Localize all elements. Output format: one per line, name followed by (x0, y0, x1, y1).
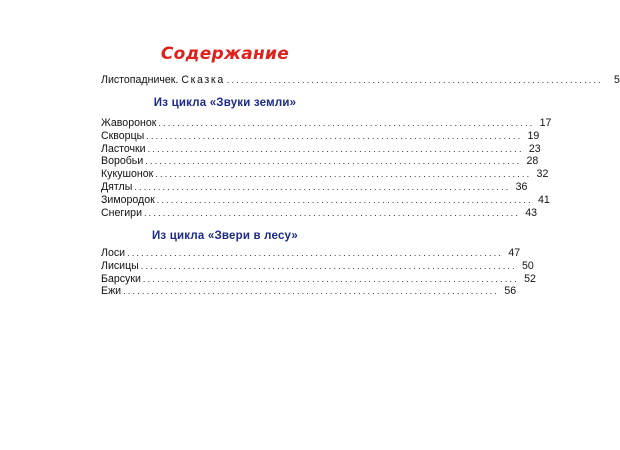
dot-leader: ................................................................................ (140, 260, 517, 271)
dot-leader: ................................................................................ (134, 181, 511, 192)
entry-page-number: 56 (504, 285, 517, 298)
dot-leader: ................................................................................ (158, 118, 535, 128)
section-heading-sounds-of-earth: Из цикла «Звуки земли» (153, 97, 297, 109)
entry-title: Лоси (101, 247, 126, 259)
toc-entry (101, 259, 534, 273)
entry-page-number: 43 (525, 206, 538, 219)
section-entries-sounds-of-earth (101, 117, 552, 219)
section-heading-animals-in-forest: Из цикла «Звери в лесу» (151, 230, 299, 242)
dot-leader: ................................................................................ (147, 143, 524, 154)
entry-page-number: 41 (538, 193, 550, 206)
dot-leader: ................................................................................ (143, 207, 521, 218)
contents-title: Содержание (160, 44, 290, 64)
dot-leader: ................................................................................ (146, 130, 523, 141)
entry-title: Ежи (101, 285, 122, 298)
entry-page-number: 23 (528, 142, 541, 155)
toc-entry (101, 129, 540, 143)
entry-page-number: 36 (515, 180, 528, 193)
toc-entry (101, 206, 538, 220)
entry-page-number: 28 (526, 155, 539, 168)
toc-entry (101, 180, 528, 194)
dot-leader: ................................................................................ (142, 273, 519, 284)
toc-entry (101, 168, 549, 181)
entry-title: Лисицы (101, 259, 139, 272)
toc-entry (101, 155, 539, 168)
intro-entries (101, 74, 620, 87)
toc-entry (101, 74, 620, 87)
entry-title: Зимородок (101, 193, 155, 206)
entry-title-subtitle: Сказка (181, 74, 225, 86)
toc-entry (101, 193, 550, 207)
dot-leader: ................................................................................ (145, 156, 522, 167)
entry-title: Дятлы (101, 180, 133, 193)
entry-title: Ласточки (101, 142, 146, 155)
entry-page-number: 32 (536, 168, 549, 181)
entry-page-number: 50 (522, 259, 534, 272)
dot-leader: ................................................................................ (155, 169, 532, 180)
entry-title: Жаворонок (101, 117, 157, 129)
dot-leader: ................................................................................ (226, 75, 603, 85)
entry-title: Снегири (101, 206, 142, 219)
entry-title-main: Листопадничек. (101, 74, 179, 86)
toc-entry (101, 142, 541, 156)
entry-title (101, 74, 227, 87)
dot-leader: ................................................................................ (127, 248, 504, 258)
dot-leader: ................................................................................ (123, 286, 500, 297)
entry-title: Воробьи (101, 155, 144, 168)
entry-title: Барсуки (101, 272, 141, 285)
toc-entry (101, 247, 521, 260)
toc-entry (101, 117, 552, 130)
entry-title: Скворцы (101, 129, 145, 142)
entry-title: Кукушонок (101, 168, 154, 181)
entry-page-number: 17 (539, 117, 552, 129)
toc-entry (101, 272, 536, 286)
entry-page-number: 52 (524, 272, 536, 285)
toc-entry (101, 285, 517, 298)
section-entries-animals-in-forest (101, 247, 536, 298)
dot-leader: ................................................................................ (156, 194, 533, 205)
entry-page-number: 47 (508, 247, 521, 259)
entry-page-number: 19 (527, 129, 540, 142)
entry-page-number: 5 (613, 74, 620, 86)
